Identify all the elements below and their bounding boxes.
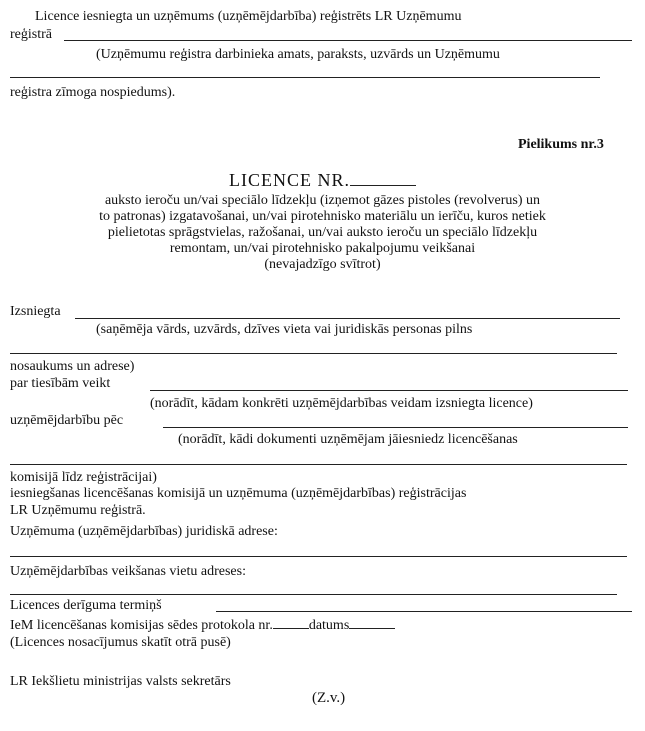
issued-hint-1: (saņēmēja vārds, uzvārds, dzīves vieta vai juridiskās personas pilns [96, 322, 473, 337]
validity-field[interactable] [216, 611, 632, 612]
validity-label: Licences derīguma termiņš [10, 598, 162, 613]
business-field[interactable] [163, 427, 628, 428]
date-label: datums [308, 618, 350, 633]
licence-title-row [0, 172, 645, 191]
legal-address-field[interactable] [10, 556, 627, 557]
registry-signature-line[interactable] [64, 40, 632, 41]
business-hint-2: komisijā līdz reģistrācijai) [10, 470, 157, 485]
intro-line-4: reģistra zīmoga nospiedums). [10, 85, 176, 100]
heading-sub-5: (nevajadzīgo svītrot) [264, 257, 381, 272]
registry-stamp-line[interactable] [10, 77, 600, 78]
intro-line-2: reģistrā [10, 27, 52, 42]
rights-hint: (norādīt, kādam konkrēti uzņēmējdarbības veidam izsniegta licence) [150, 396, 533, 411]
activity-address-label: Uzņēmējdarbības veikšanas vietu adreses: [10, 564, 246, 579]
issued-hint-2: nosaukums un adrese) [10, 359, 135, 374]
heading-sub-1: auksto ieroču un/vai speciālo līdzekļu (izņemot gāzes pistoles (revolverus) un [104, 193, 541, 208]
legal-address-label: Uzņēmuma (uzņēmējdarbības) juridiskā adrese: [10, 524, 278, 539]
date-field[interactable] [349, 617, 395, 629]
conditions-note: (Licences nosacījumus skatīt otrā pusē) [10, 635, 231, 650]
heading-sub-3: pielietotas sprāgstvielas, ražošanai, un/vai auksto ieroču un speciālo līdzekļu [107, 225, 538, 240]
issued-label: Izsniegta [10, 304, 61, 319]
rights-field[interactable] [150, 390, 628, 391]
licence-title: LICENCE NR. [229, 170, 350, 190]
business-hint-1: (norādīt, kādi dokumenti uzņēmējam jāiesniedz licencēšanas [178, 432, 518, 447]
intro-line-3: (Uzņēmumu reģistra darbinieka amats, paraksts, uzvārds un Uzņēmumu [96, 47, 500, 62]
rights-label: par tiesībām veikt [10, 376, 111, 391]
protocol-number-field[interactable] [273, 617, 309, 629]
protocol-row [10, 617, 395, 634]
secretary-label: LR Iekšlietu ministrijas valsts sekretārs [10, 674, 231, 689]
activity-address-field[interactable] [10, 594, 617, 595]
business-label: uzņēmējdarbību pēc [10, 413, 124, 428]
appendix-label: Pielikums nr.3 [518, 137, 604, 152]
seal-mark: (Z.v.) [312, 690, 346, 706]
intro-line-1: Licence iesniegta un uzņēmums (uzņēmējdarbība) reģistrēts LR Uzņēmumu [35, 9, 462, 24]
issued-field[interactable] [75, 318, 620, 319]
submission-line-2: LR Uzņēmumu reģistrā. [10, 503, 146, 518]
heading-sub-4: remontam, un/vai pirotehnisko pakalpojumu veikšanai [169, 241, 476, 256]
submission-line-1: iesniegšanas licencēšanas komisijā un uzņēmuma (uzņēmējdarbības) reģistrācijas [10, 486, 467, 501]
heading-sub-2: to patronas) izgatavošanai, un/vai pirotehnisko materiālu un ierīču, kuros netiek [99, 209, 546, 224]
issued-field-continued[interactable] [10, 353, 617, 354]
business-field-continued[interactable] [10, 464, 627, 465]
protocol-label: IeM licencēšanas komisijas sēdes protokola nr. [10, 618, 273, 633]
licence-number-field[interactable] [350, 174, 416, 186]
